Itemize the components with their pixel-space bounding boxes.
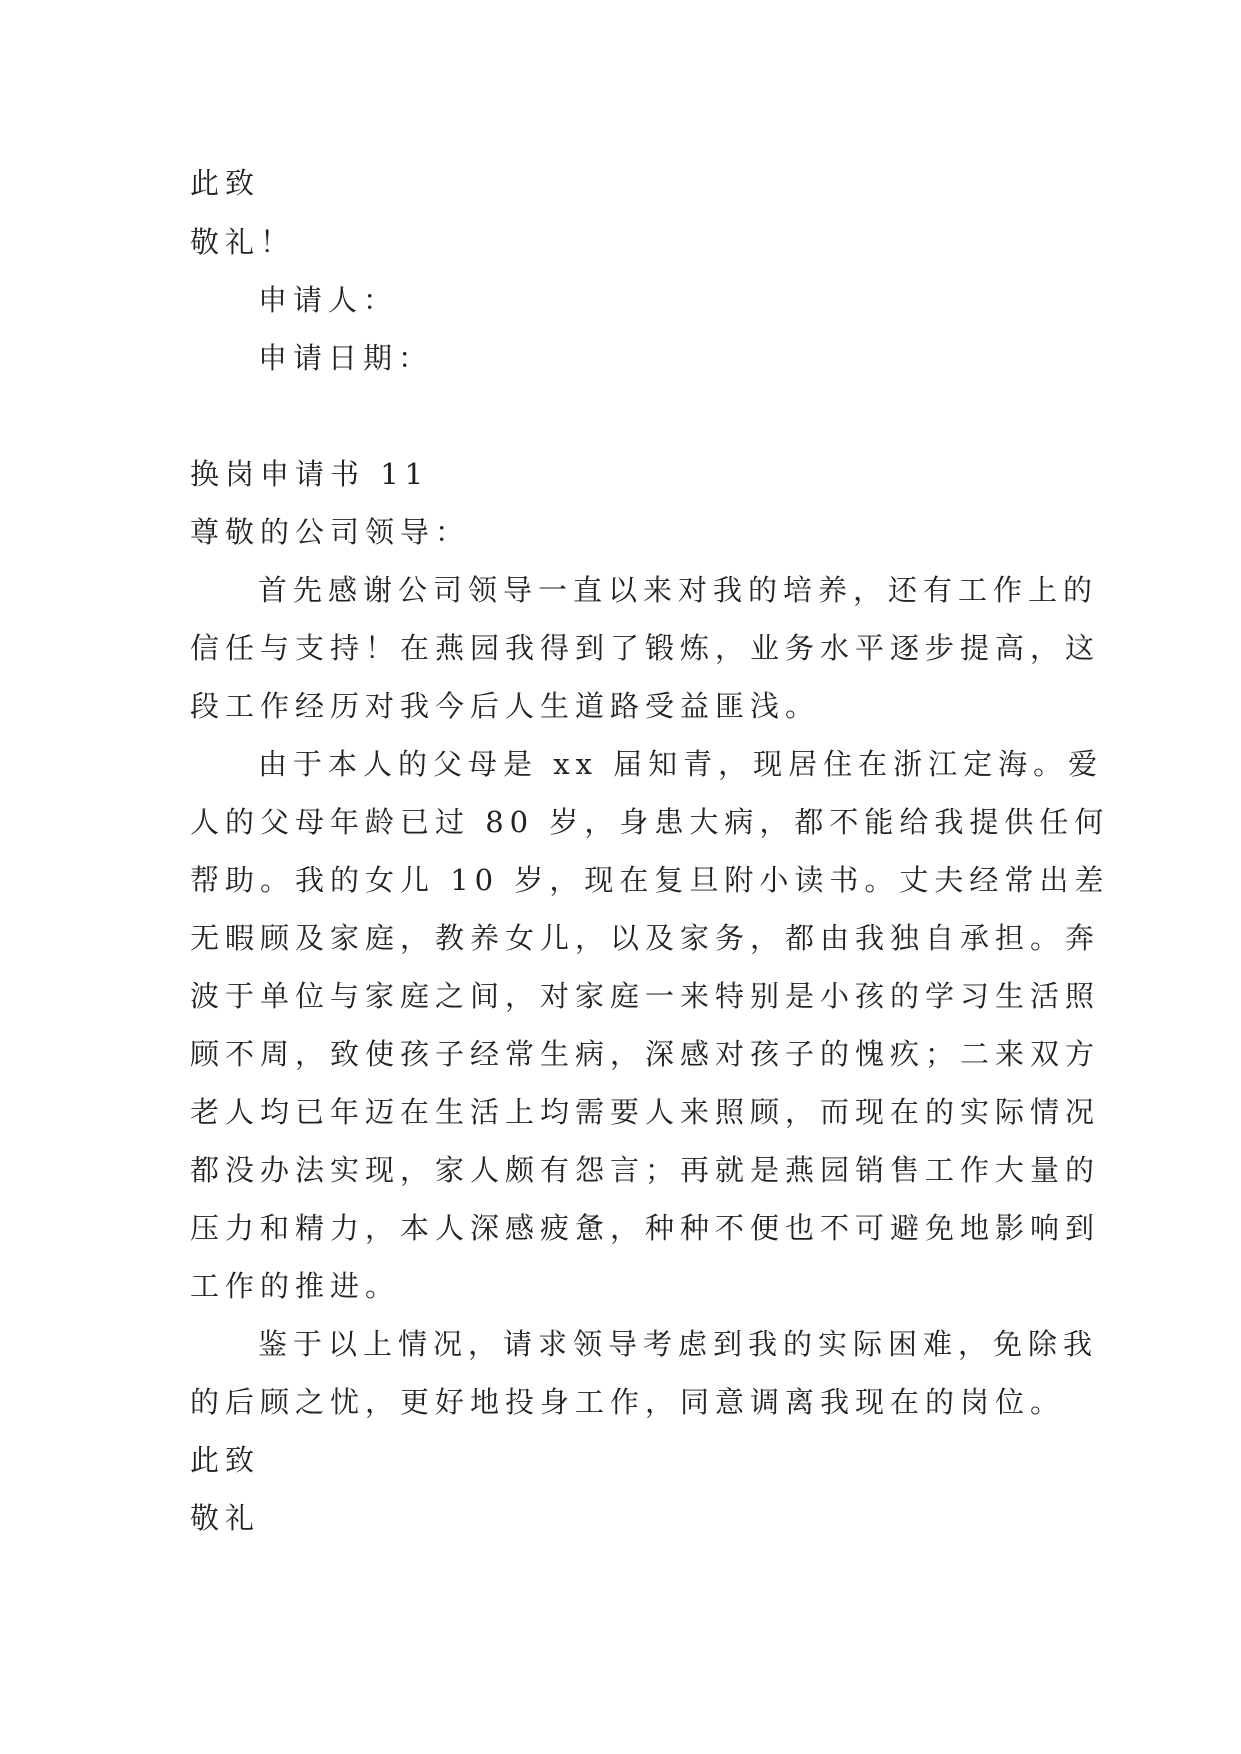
body-line: 首先感谢公司领导一直以来对我的培养，还有工作上的 bbox=[258, 573, 1099, 607]
body-line: 无暇顾及家庭，教养女儿，以及家务，都由我独自承担。奔 bbox=[190, 921, 1101, 955]
body-line: 段工作经历对我今后人生道路受益匪浅。 bbox=[190, 689, 821, 723]
body-line: 压力和精力，本人深感疲惫，种种不便也不可避免地影响到 bbox=[190, 1211, 1101, 1245]
closing-line-2: 敬礼 bbox=[190, 1501, 261, 1535]
body-line: 波于单位与家庭之间，对家庭一来特别是小孩的学习生活照 bbox=[190, 979, 1101, 1013]
body-line: 的后顾之忧，更好地投身工作，同意调离我现在的岗位。 bbox=[190, 1385, 1066, 1419]
salutation: 尊敬的公司领导： bbox=[190, 515, 471, 549]
letter-title: 换岗申请书 11 bbox=[190, 457, 430, 491]
body-line: 信任与支持！在燕园我得到了锻炼，业务水平逐步提高，这 bbox=[190, 631, 1101, 665]
body-line: 工作的推进。 bbox=[190, 1269, 401, 1303]
body-line: 帮助。我的女儿 10 岁，现在复旦附小读书。丈夫经常出差 bbox=[190, 863, 1110, 897]
closing-line-1: 此致 bbox=[190, 166, 261, 200]
closing-line-1: 此致 bbox=[190, 1443, 261, 1477]
body-line: 都没办法实现，家人颇有怨言；再就是燕园销售工作大量的 bbox=[190, 1153, 1101, 1187]
closing-line-2: 敬礼！ bbox=[190, 225, 296, 259]
applicant-label: 申请人： bbox=[258, 283, 399, 317]
application-date-label: 申请日期： bbox=[258, 341, 434, 375]
body-line: 鉴于以上情况，请求领导考虑到我的实际困难，免除我 bbox=[258, 1327, 1099, 1361]
body-line: 老人均已年迈在生活上均需要人来照顾，而现在的实际情况 bbox=[190, 1095, 1101, 1129]
body-line: 由于本人的父母是 xx 届知青，现居住在浙江定海。爱 bbox=[258, 747, 1104, 781]
body-line: 顾不周，致使孩子经常生病，深感对孩子的愧疚；二来双方 bbox=[190, 1037, 1101, 1071]
body-line: 人的父母年龄已过 80 岁，身患大病，都不能给我提供任何 bbox=[190, 805, 1110, 839]
